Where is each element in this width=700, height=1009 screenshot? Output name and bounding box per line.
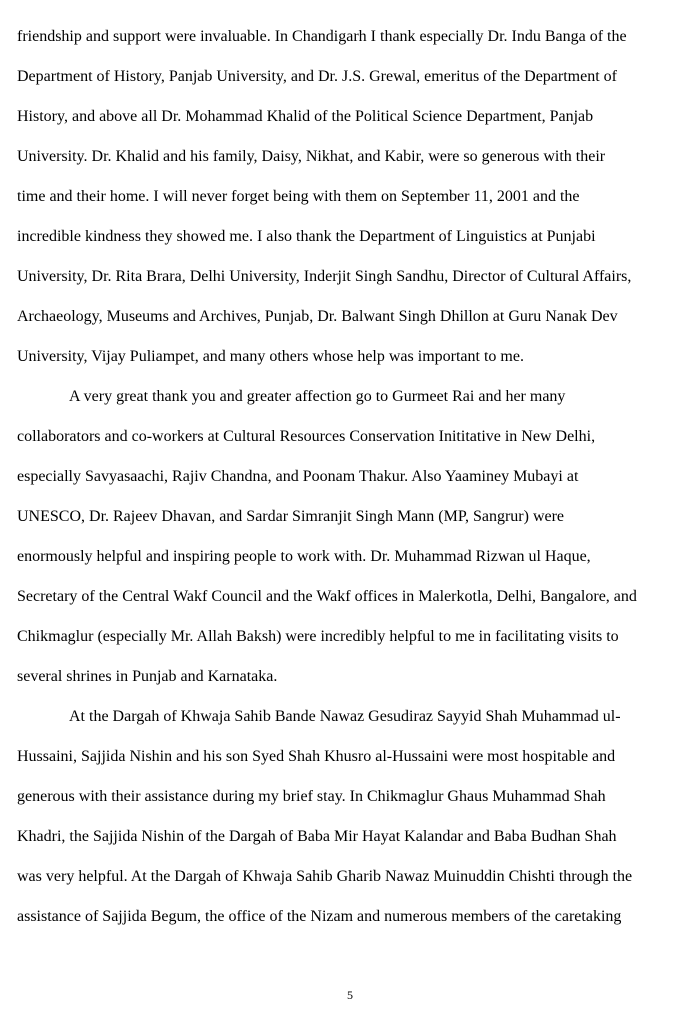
text-line: friendship and support were invaluable. In Chandigarh I thank especially Dr. Indu Banga of the	[17, 28, 627, 45]
text-line: Archaeology, Museums and Archives, Punjab, Dr. Balwant Singh Dhillon at Guru Nanak Dev	[17, 308, 618, 325]
text-line: Department of History, Panjab University, and Dr. J.S. Grewal, emeritus of the Department of	[17, 68, 617, 85]
paragraph-first-line: A very great thank you and greater affection go to Gurmeet Rai and her many	[69, 388, 566, 405]
text-line: assistance of Sajjida Begum, the office of the Nizam and numerous members of the caretaking	[17, 908, 622, 925]
text-line: Chikmaglur (especially Mr. Allah Baksh) were incredibly helpful to me in facilitating visits to	[17, 628, 619, 645]
text-line: Secretary of the Central Wakf Council and the Wakf offices in Malerkotla, Delhi, Bangalore, and	[17, 588, 637, 605]
text-line: especially Savyasaachi, Rajiv Chandna, and Poonam Thakur. Also Yaaminey Mubayi at	[17, 468, 579, 485]
page-number: 5	[347, 988, 353, 1002]
text-line: University. Dr. Khalid and his family, Daisy, Nikhat, and Kabir, were so generous with their	[17, 148, 606, 165]
text-line: incredible kindness they showed me. I also thank the Department of Linguistics at Punjabi	[17, 228, 596, 245]
text-line: Khadri, the Sajjida Nishin of the Dargah of Baba Mir Hayat Kalandar and Baba Budhan Shah	[17, 828, 617, 845]
text-line: generous with their assistance during my brief stay. In Chikmaglur Ghaus Muhammad Shah	[17, 788, 606, 805]
text-line: UNESCO, Dr. Rajeev Dhavan, and Sardar Simranjit Singh Mann (MP, Sangrur) were	[17, 508, 565, 525]
paragraph-first-line: At the Dargah of Khwaja Sahib Bande Nawaz Gesudiraz Sayyid Shah Muhammad ul-	[69, 708, 621, 725]
text-line: was very helpful. At the Dargah of Khwaja Sahib Gharib Nawaz Muinuddin Chishti through the	[17, 868, 633, 885]
text-line: History, and above all Dr. Mohammad Khalid of the Political Science Department, Panjab	[17, 108, 594, 125]
text-line: University, Vijay Puliampet, and many others whose help was important to me.	[17, 348, 524, 365]
text-line: time and their home. I will never forget being with them on September 11, 2001 and the	[17, 188, 580, 205]
text-line: enormously helpful and inspiring people to work with. Dr. Muhammad Rizwan ul Haque,	[17, 548, 591, 565]
text-line: collaborators and co-workers at Cultural Resources Conservation Inititative in New Delhi,	[17, 428, 596, 445]
text-line: University, Dr. Rita Brara, Delhi University, Inderjit Singh Sandhu, Director of Cultural Affairs,	[17, 268, 632, 285]
text-line: Hussaini, Sajjida Nishin and his son Syed Shah Khusro al-Hussaini were most hospitable and	[17, 748, 616, 765]
text-line: several shrines in Punjab and Karnataka.	[17, 668, 278, 685]
